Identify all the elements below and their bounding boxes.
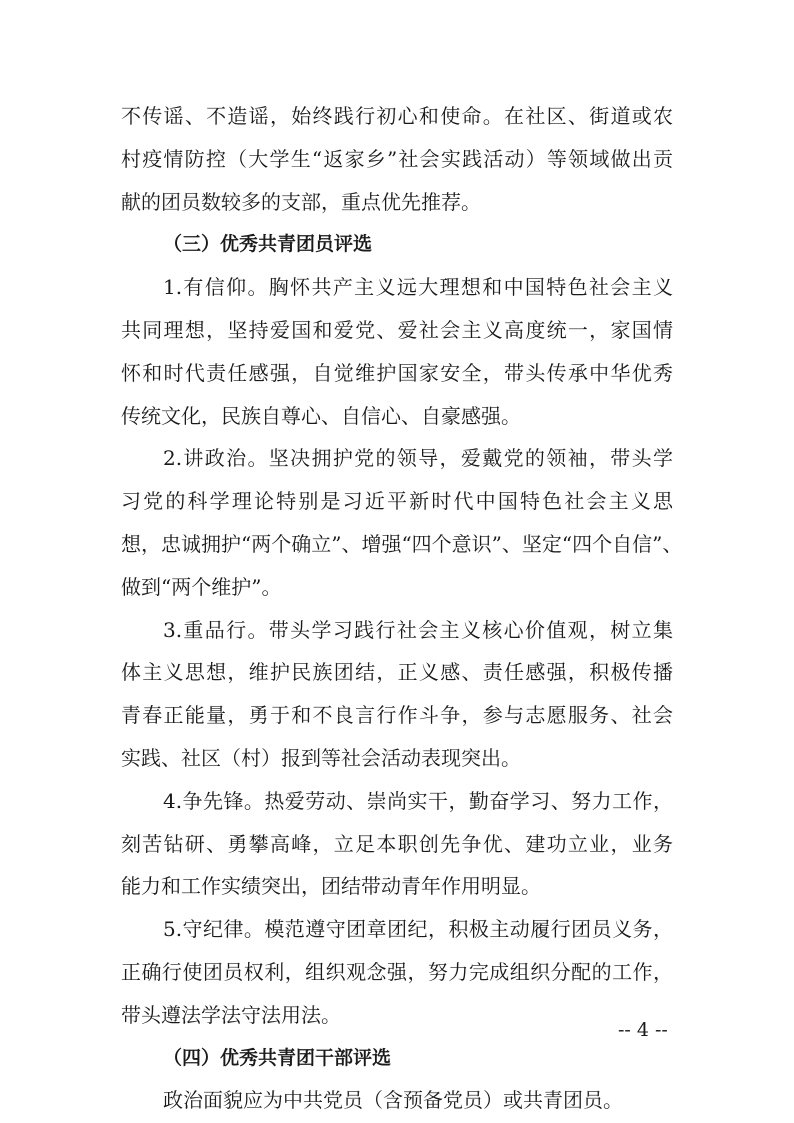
paragraph-line: 4.争先锋。热爱劳动、崇尚实干，勤奋学习、努力工作， xyxy=(163,789,673,813)
paragraph-line: 实践、社区（村）报到等社会活动表现突出。 xyxy=(121,746,521,770)
paragraph-line: 政治面貌应为中共党员（含预备党员）或共青团员。 xyxy=(163,1088,623,1112)
paragraph-line: 体主义思想，维护民族团结，正义感、责任感强，积极传播 xyxy=(121,660,673,684)
paragraph-line: 怀和时代责任感强，自觉维护国家安全，带头传承中华优秀 xyxy=(121,361,673,385)
paragraph-line: 刻苦钻研、勇攀高峰，立足本职创先争优、建功立业，业务 xyxy=(121,832,673,856)
paragraph-line: 青春正能量，勇于和不良言行作斗争，参与志愿服务、社会 xyxy=(121,703,673,727)
paragraph-line: 5.守纪律。模范遵守团章团纪，积极主动履行团员义务， xyxy=(163,917,673,941)
section-heading: （四）优秀共青团干部评选 xyxy=(163,1047,392,1069)
paragraph-line: 正确行使团员权利，组织观念强，努力完成组织分配的工作， xyxy=(121,960,673,984)
paragraph-line: 能力和工作实绩突出，团结带动青年作用明显。 xyxy=(121,874,541,898)
paragraph-line: 3.重品行。带头学习践行社会主义核心价值观，树立集 xyxy=(163,618,673,642)
paragraph-line: 做到“两个维护”。 xyxy=(121,575,282,599)
paragraph-line: 想，忠诚拥护“两个确立”、增强“四个意识”、坚定“四个自信”、 xyxy=(121,532,683,556)
paragraph-line: 共同理想，坚持爱国和爱党、爱社会主义高度统一，家国情 xyxy=(121,318,673,342)
paragraph-line: 村疫情防控（大学生“返家乡”社会实践活动）等领域做出贡 xyxy=(121,147,673,171)
section-heading: （三）优秀共青团员评选 xyxy=(163,233,373,255)
paragraph-line: 传统文化，民族自尊心、自信心、自豪感强。 xyxy=(121,404,521,428)
paragraph-line: 2.讲政治。坚决拥护党的领导，爱戴党的领袖，带头学 xyxy=(163,446,673,470)
paragraph-line: 献的团员数较多的支部，重点优先推荐。 xyxy=(121,190,481,214)
page-number: -- 4 -- xyxy=(618,1019,668,1041)
paragraph-line: 带头遵法学法守法用法。 xyxy=(121,1003,341,1027)
paragraph-line: 习党的科学理论特别是习近平新时代中国特色社会主义思 xyxy=(121,489,673,513)
paragraph-line: 1.有信仰。胸怀共产主义远大理想和中国特色社会主义 xyxy=(163,275,673,299)
paragraph-line: 不传谣、不造谣，始终践行初心和使命。在社区、街道或农 xyxy=(121,104,673,128)
